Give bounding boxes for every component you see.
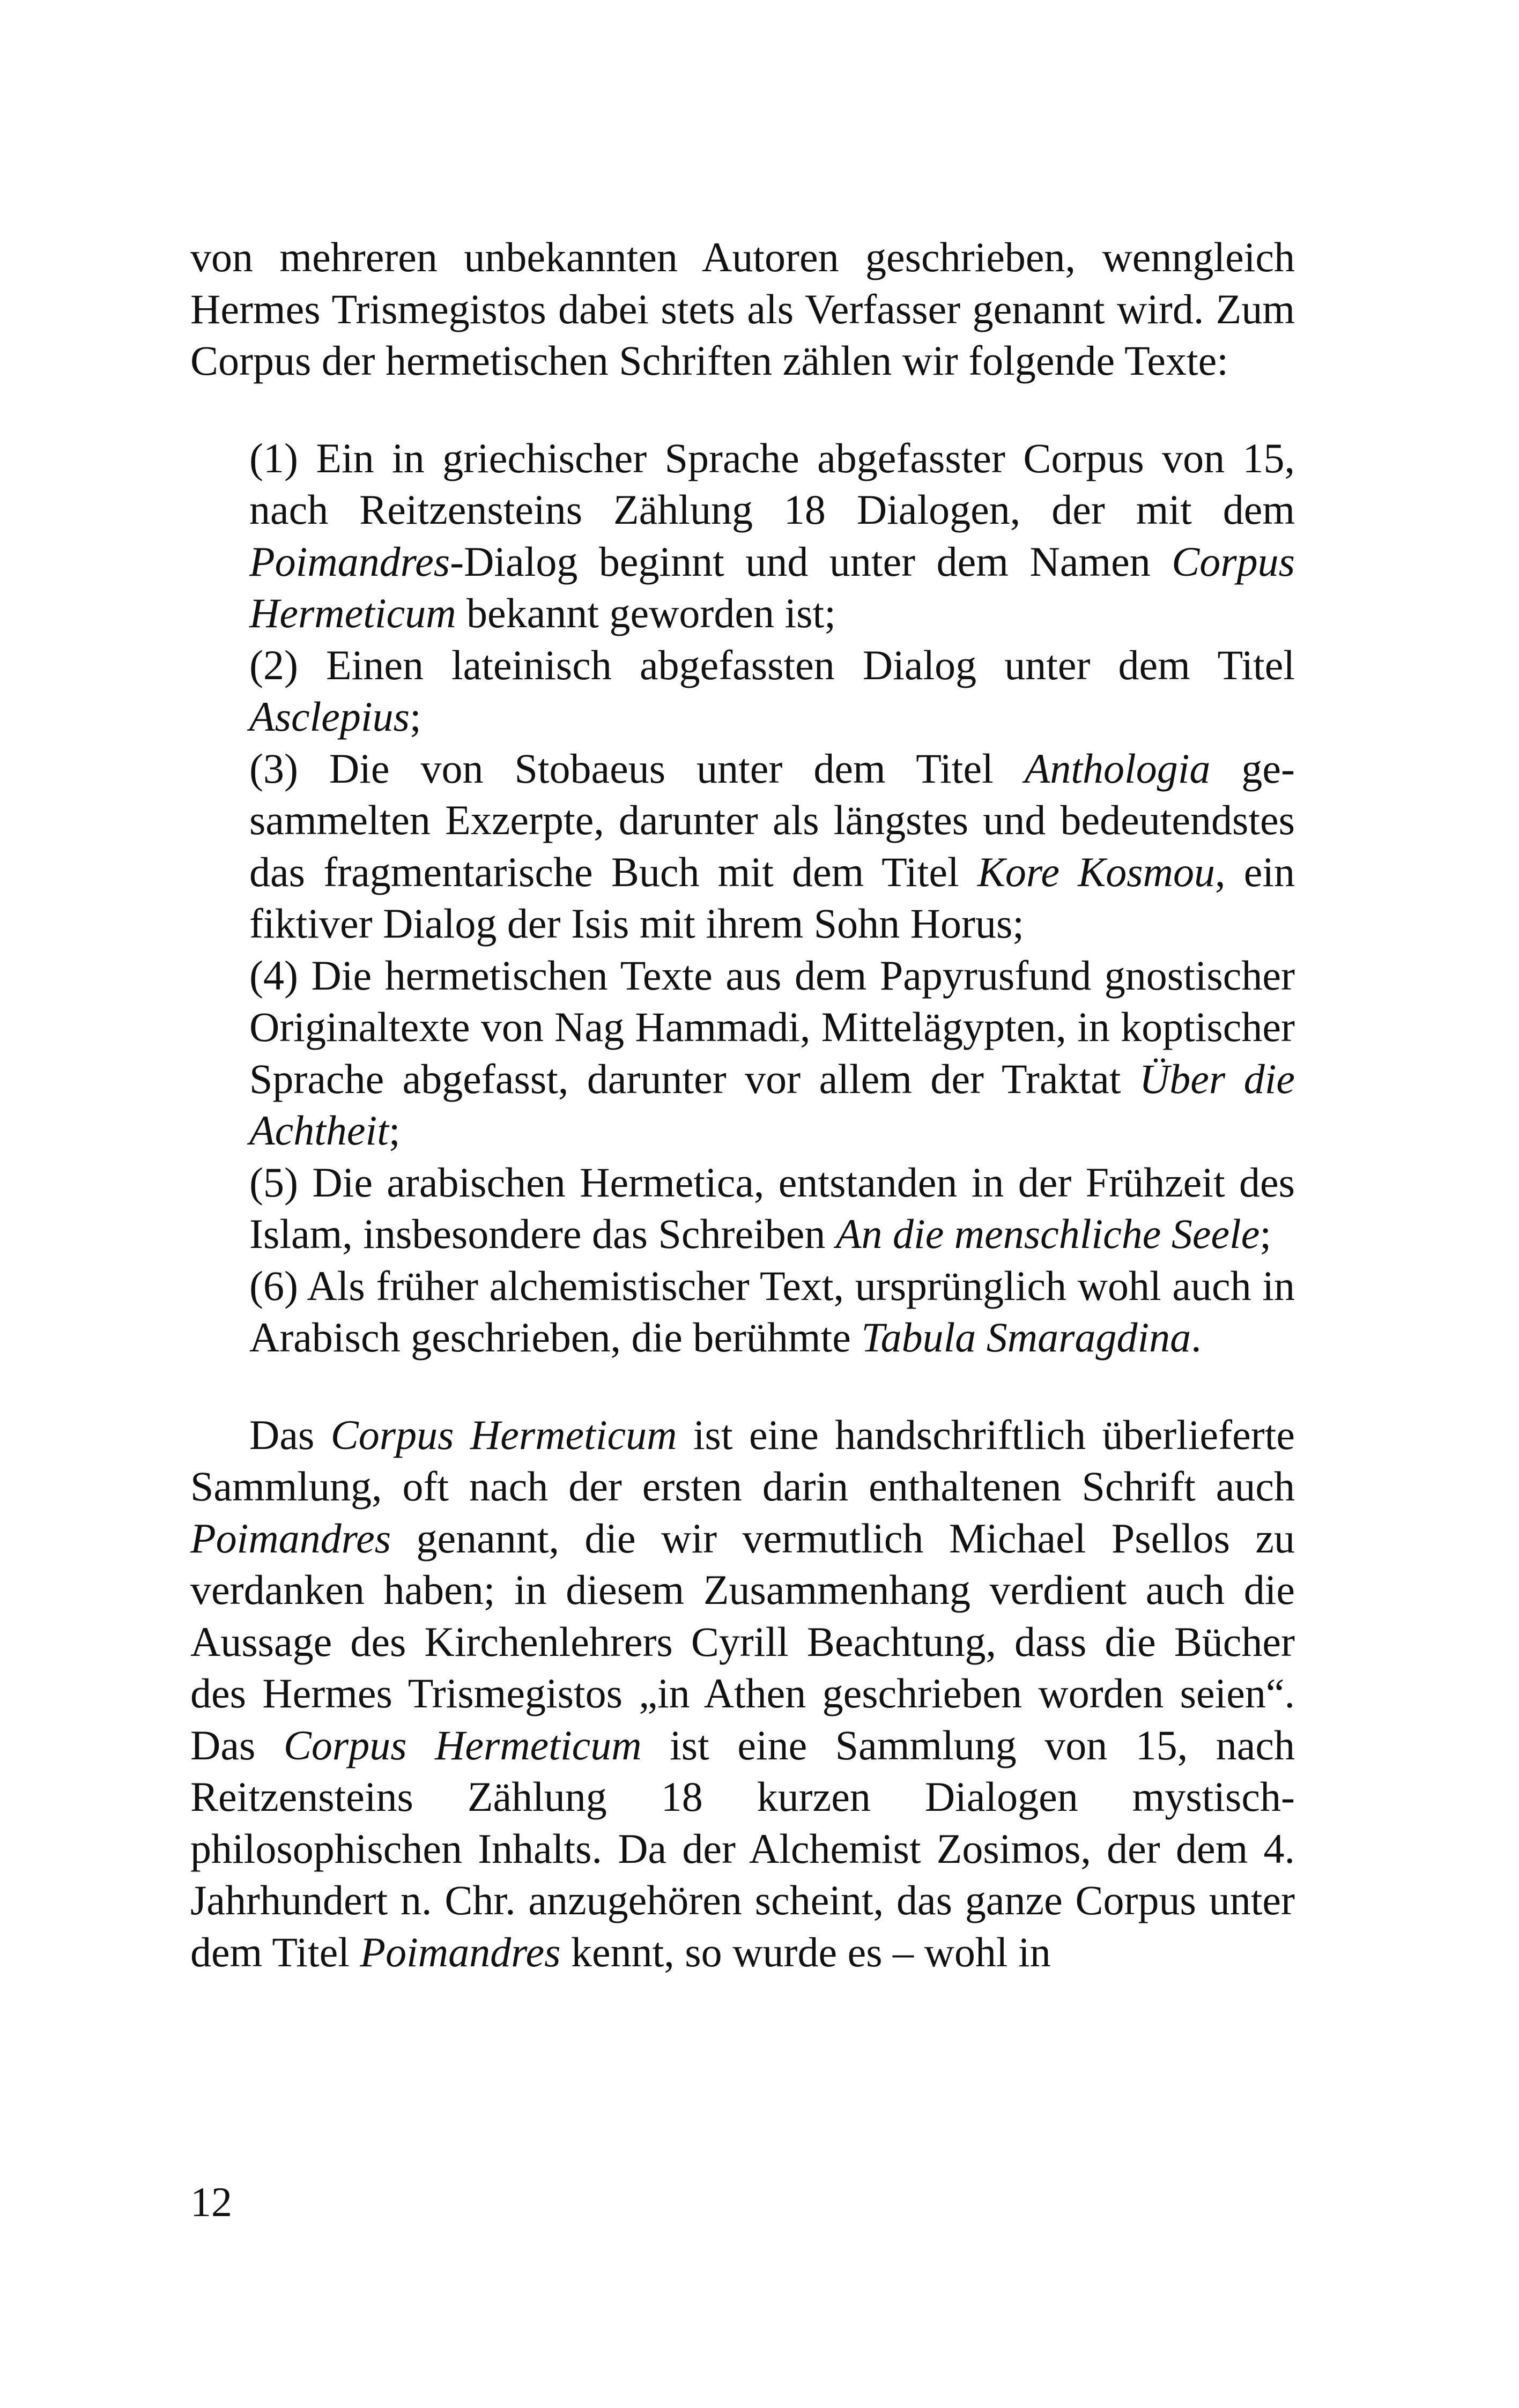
body-paragraph [190,1409,1295,1979]
text-run: -Dialog beginnt und unter dem Namen [450,538,1172,585]
text-run: Das [249,1411,331,1458]
text-run: (3) Die von Stobaeus unter dem Titel [249,745,1025,792]
italic-title: Über die Achtheit [249,1055,1295,1154]
list-item-5 [249,1157,1295,1260]
italic-title: Corpus Hermeticum [249,538,1295,636]
text-run: genannt, die wir vermutlich Michael Psellos zu verdanken haben; in diesem Zusammenhang verdient auch die Aussage des Kirchenlehrers Cyrill Beachtung, dass die Bücher des Hermes Trismegistos „in Athen geschrieben worden seien“. Das [190,1514,1295,1768]
page-content [190,232,1295,1978]
text-run: ist eine handschriftlich überlieferte Sammlung, oft nach der ersten darin enthaltenen Schrift auch [190,1411,1295,1510]
italic-title: Poimandres [190,1514,391,1562]
text-run: (2) Einen lateinisch abgefassten Dialog unter dem Titel [249,641,1295,688]
italic-title: Asclepius [249,693,410,740]
hermetic-texts-list [249,433,1295,1364]
text-run: kennt, so wurde es – wohl in [560,1928,1051,1975]
text-run: gesammelten Exzerpte, darunter als längstes und bedeutendstes das fragmentarische Buch mit dem Titel [249,745,1295,895]
text-run: ; [409,693,421,740]
list-item-2 [249,640,1295,743]
italic-title: Anthologia [1024,745,1211,792]
italic-title: Corpus Hermeticum [330,1411,677,1458]
italic-title: Tabula Smaragdina [861,1314,1191,1361]
italic-title: An die menschliche Seele [835,1210,1260,1257]
italic-title: Poimandres [360,1928,561,1975]
text-run: ; [1259,1210,1272,1257]
text-run: bekannt geworden ist; [456,590,836,636]
italic-title: Corpus Hermeticum [283,1721,642,1768]
italic-title: Poimandres [249,538,450,585]
italic-title: Kore Kosmou [977,848,1215,895]
list-item-3 [249,743,1295,950]
list-item-1 [249,433,1295,640]
text-run: ; [388,1107,401,1154]
text-run: (5) Die arabischen Hermetica, entstanden in der Frühzeit des Islam, insbesondere das Schreiben [249,1158,1295,1257]
text-run: , ein fiktiver Dialog der Isis mit ihrem Sohn Horus; [249,848,1295,947]
text-run: (4) Die hermetischen Texte aus dem Papyrusfund gnostischer Originaltexte von Nag Hammadi, Mittelägypten, in koptischer Sprache abgefasst, darunter vor allem der Traktat [249,952,1295,1102]
list-item-4 [249,950,1295,1157]
text-run: (6) Als früher alchemistischer Text, ursprünglich wohl auch in Arabisch geschrieben, die berühmte [249,1262,1295,1361]
text-run: ist eine Sammlung von 15, nach Reitzensteins Zählung 18 kurzen Dialogen mystisch-philosophischen Inhalts. Da der Alchemist Zosimos, der dem 4. Jahrhundert n. Chr. anzugehören scheint, das ganze Corpus unter dem Titel [190,1721,1295,1975]
list-item-6 [249,1260,1295,1364]
intro-paragraph: von mehreren unbekannten Autoren geschrieben, wenngleich Hermes Trismegistos dabei stets als Verfasser genannt wird. Zum Corpus der hermetischen Schriften zählen wir folgende Texte: [190,234,1295,384]
text-run: (1) Ein in griechischer Sprache abgefasster Corpus von 15, nach Reitzensteins Zählung 18 Dialogen, der mit dem [249,434,1295,533]
text-run: . [1191,1314,1202,1361]
page-number: 12 [190,2179,232,2225]
